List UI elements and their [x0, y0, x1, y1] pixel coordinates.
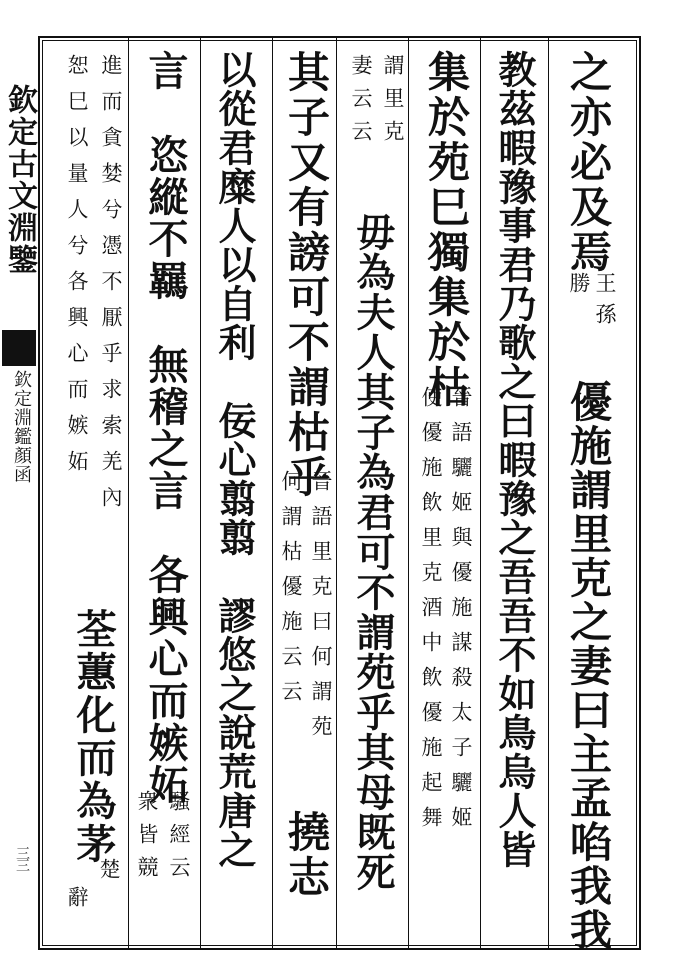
- column-rule: [336, 38, 337, 948]
- column-1-main-bottom: 優施謂里克之妻曰主孟啗我我: [564, 380, 613, 952]
- column-3-note-a: 晉語驪姬與優施謀殺太子驪姬: [449, 386, 473, 841]
- column-8-note-c: 楚: [97, 858, 121, 889]
- column-4-note-a: 謂里克: [381, 54, 405, 153]
- column-1-main-top: 之亦必及焉: [564, 50, 613, 275]
- column-3-main-top: 集於苑巳獨集於枯: [422, 50, 471, 410]
- column-5-main-bottom: 撓志: [282, 810, 331, 900]
- edge-book-title: 欽定古文淵鑒: [2, 84, 37, 276]
- edge-black-band: [2, 330, 36, 366]
- column-4-note-b: 妻云云: [349, 54, 373, 153]
- edge-page-number: 三三: [14, 846, 30, 870]
- column-7-note-b: 衆皆競: [135, 790, 159, 889]
- column-8-note-b: 恕巳以量人兮各興心而嫉妬: [65, 54, 89, 486]
- column-7-note-a: 騷經云: [167, 790, 191, 889]
- page-edge-strip: [0, 38, 36, 950]
- column-5-main-top: 其子又有謗可不謂枯乎: [282, 50, 331, 500]
- column-5-note-b: 何謂枯優施云云: [279, 470, 303, 715]
- column-rule: [408, 38, 409, 948]
- column-7-main: 言 恣縱不羈 無稽之言 各興心而嫉妬: [142, 50, 189, 806]
- column-2-main: 教茲暇豫事君乃歌之曰暇豫之吾吾不如鳥烏人皆: [492, 50, 537, 869]
- edge-subtitle: 欽定淵鑑顏函: [11, 370, 32, 484]
- column-rule: [200, 38, 201, 948]
- column-4-main: 毋為夫人其子為君可不謂苑乎其母既死: [350, 212, 396, 892]
- column-8-note-d: 辭: [65, 886, 89, 917]
- column-8-note-a: 進而貪婪兮憑不厭乎求索羌內: [99, 54, 123, 522]
- column-rule: [128, 38, 129, 948]
- column-rule: [548, 38, 549, 948]
- column-8-main: 荃蕙化而為茅: [70, 608, 117, 866]
- column-1-note-b: 勝: [567, 272, 591, 303]
- column-6-main: 以從君糜人以自利 佞心翦翦 謬悠之說荒唐之: [212, 50, 257, 869]
- column-rule: [272, 38, 273, 948]
- column-1-note-a: 王孫: [593, 272, 617, 334]
- column-3-note-b: 使優施飲里克酒中飲優施起舞: [419, 386, 443, 841]
- column-5-note-a: 晉語里克曰何謂苑: [309, 470, 333, 750]
- column-rule: [480, 38, 481, 948]
